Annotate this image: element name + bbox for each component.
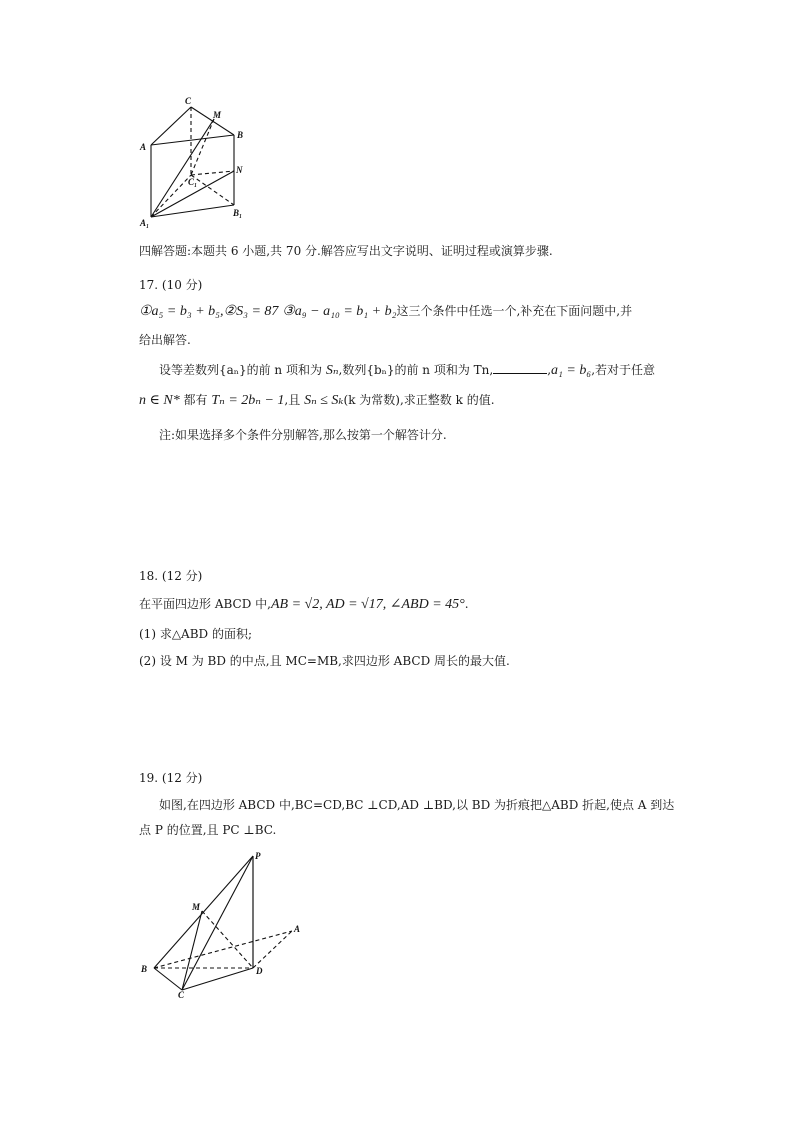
q17-p2-f: (k 为常数),求正整数 k 的值. bbox=[343, 393, 495, 407]
q17-p2-b: 都有 bbox=[183, 393, 208, 407]
segment-mc bbox=[182, 911, 202, 990]
q17-p2-tn: Tₙ = 2bₙ − 1 bbox=[211, 393, 285, 408]
q17-cond-tail: 这三个条件中任选一个,补充在下面问题中,并 bbox=[396, 304, 633, 318]
q17-cond-tail2: 给出解答. bbox=[139, 333, 191, 347]
edge-ac bbox=[151, 107, 191, 145]
label-p: P bbox=[255, 851, 261, 861]
q17-p1-c: ,数列{bₙ}的前 n 项和为 Tn, bbox=[338, 363, 494, 377]
q17-p1-sn: Sₙ bbox=[325, 363, 339, 378]
q17-p2-d: ,且 bbox=[284, 393, 301, 407]
edge-c1b1-hidden bbox=[191, 175, 234, 205]
q17-problem-line2 bbox=[139, 392, 495, 409]
edge-a1b1 bbox=[151, 205, 234, 217]
q17-p2-sn-le-sk: Sₙ ≤ Sₖ bbox=[304, 393, 344, 408]
section-header: 四解答题:本题共 6 小题,共 70 分.解答应写出文字说明、证明过程或演算步骤. bbox=[139, 244, 553, 258]
edge-cd bbox=[182, 968, 253, 990]
q18-stmt-c: . bbox=[464, 597, 469, 611]
label-m2: M bbox=[192, 902, 201, 912]
q18-stmt-a: 在平面四边形 ABCD 中, bbox=[139, 597, 271, 611]
q18-part2: (2) 设 M 为 BD 的中点,且 MC=MB,求四边形 ABCD 周长的最大值. bbox=[139, 654, 510, 668]
segment-md-hidden bbox=[202, 911, 253, 968]
segment-ba-hidden bbox=[154, 931, 292, 968]
label-a: A bbox=[140, 142, 147, 152]
q17-number: 17. (10 分) bbox=[139, 278, 203, 292]
label-b2: B bbox=[141, 964, 148, 974]
edge-ab bbox=[151, 135, 234, 145]
q18-number: 18. (12 分) bbox=[139, 569, 203, 583]
q17-fill-blank[interactable] bbox=[493, 363, 547, 374]
q17-cond2: ,②S₃ = 87 bbox=[220, 304, 279, 319]
segment-a1m bbox=[151, 119, 214, 217]
label-c1: C₁ bbox=[188, 177, 198, 187]
pyramid-figure bbox=[130, 848, 320, 998]
label-a1: A₁ bbox=[140, 218, 150, 228]
prism-figure-svg bbox=[130, 95, 260, 235]
edge-cp bbox=[182, 856, 253, 990]
q17-p1-a1b6: a₁ = b₆ bbox=[551, 363, 592, 378]
q19-line2: 点 P 的位置,且 PC ⊥BC. bbox=[139, 823, 277, 837]
q17-cond3: ③a₉ − a₁₀ = b₁ + b₂ bbox=[282, 304, 397, 319]
label-c: C bbox=[185, 96, 192, 106]
q19-number: 19. (12 分) bbox=[139, 771, 203, 785]
prism-figure bbox=[130, 95, 260, 235]
q17-p1-f: ,若对于任意 bbox=[591, 363, 656, 377]
label-m: M bbox=[213, 110, 222, 120]
q17-note: 注:如果选择多个条件分别解答,那么按第一个解答计分. bbox=[159, 428, 447, 442]
edge-bc bbox=[154, 968, 182, 990]
q18-statement bbox=[139, 596, 469, 613]
q17-p1-a: 设等差数列{aₙ}的前 n 项和为 bbox=[159, 363, 322, 377]
edge-a1c1-hidden bbox=[151, 175, 191, 217]
label-b1: B₁ bbox=[233, 208, 243, 218]
q18-stmt-math: AB = √2, AD = √17, ∠ABD = 45° bbox=[270, 597, 465, 612]
pyramid-figure-svg bbox=[130, 848, 320, 998]
q17-p2-n-in-n: n ∈ N* bbox=[139, 393, 180, 408]
label-n: N bbox=[236, 165, 243, 175]
label-a2: A bbox=[294, 924, 301, 934]
q17-problem-line1 bbox=[159, 362, 655, 379]
q19-line1: 如图,在四边形 ABCD 中,BC=CD,BC ⊥CD,AD ⊥BD,以 BD 为折痕把△ABD 折起,使点 A 到达 bbox=[159, 798, 675, 812]
q17-cond1: ①a₅ = b₃ + b₅ bbox=[139, 304, 221, 319]
label-c2: C bbox=[178, 990, 185, 1000]
label-b: B bbox=[237, 130, 244, 140]
label-d2: D bbox=[256, 966, 263, 976]
q17-conditions bbox=[139, 303, 632, 320]
q18-part1: (1) 求△ABD 的面积; bbox=[139, 627, 253, 641]
segment-mc1-hidden bbox=[191, 119, 214, 175]
q17-p1-d: , bbox=[547, 363, 552, 377]
